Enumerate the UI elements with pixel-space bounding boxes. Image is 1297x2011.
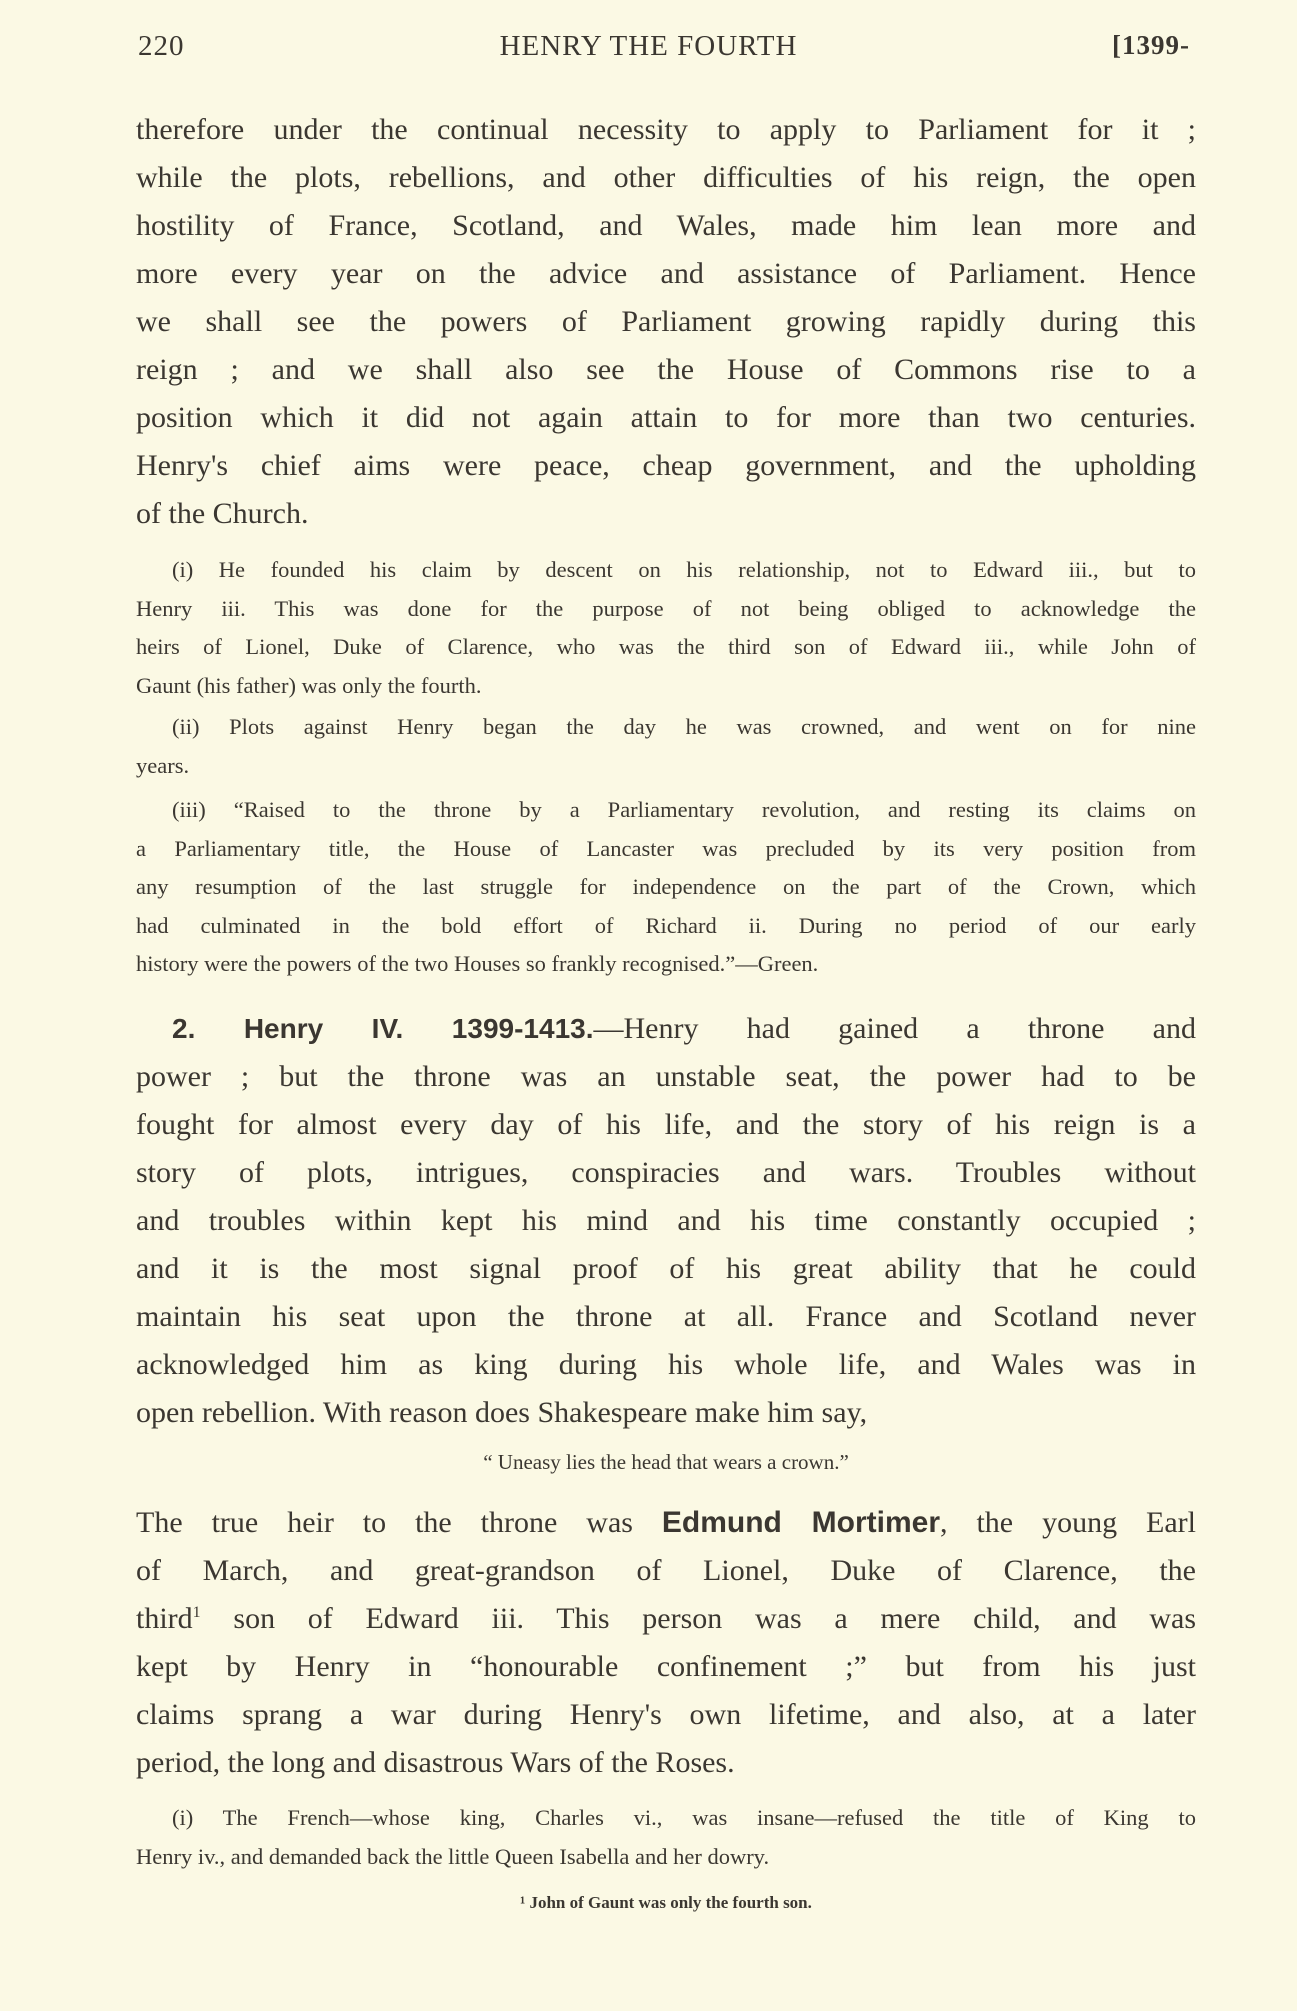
text-segment: —Henry had gained a throne and [593, 1012, 1196, 1045]
text-segment: a Parliamentary title, the House of Lancaster was precluded by its very position from [136, 835, 1196, 861]
emphasis-text: 2. Henry IV. 1399-1413. [172, 1013, 594, 1044]
text-line [136, 1691, 1196, 1739]
text-line [136, 590, 1196, 629]
text-line [136, 1149, 1196, 1197]
text-segment: (iii) “Raised to the throne by a Parliamentary revolution, and resting its claims on [172, 797, 1196, 822]
text-segment: (ii) Plots against Henry began the day he was crowned, and went on for nine [172, 714, 1196, 739]
text-segment: Henry's chief aims were peace, cheap government, and the upholding [136, 449, 1196, 482]
text-segment: Henry iv., and demanded back the little Queen Isabella and her dowry. [136, 1843, 770, 1869]
text-line [136, 250, 1196, 298]
text-line [136, 791, 1196, 830]
note-i-french [136, 1799, 1196, 1876]
text-segment: reign ; and we shall also see the House of Commons rise to a [136, 353, 1196, 386]
text-segment: while the plots, rebellions, and other difficulties of his reign, the open [136, 161, 1196, 194]
text-segment: more every year on the advice and assistance of Parliament. Hence [136, 257, 1196, 290]
text-segment: maintain his seat upon the throne at all. France and Scotland never [136, 1300, 1196, 1333]
text-line [136, 1643, 1196, 1691]
text-line [136, 1293, 1196, 1341]
text-segment: had culminated in the bold effort of Richard ii. During no period of our early [136, 912, 1196, 938]
paragraph-true-heir [136, 1499, 1196, 1787]
text-segment: story of plots, intrigues, conspiracies and wars. Troubles without [136, 1156, 1196, 1189]
text-line [136, 830, 1196, 869]
footnote-ref: 1 [192, 1604, 201, 1621]
text-segment: therefore under the continual necessity to apply to Parliament for it ; [136, 113, 1196, 146]
text-segment: any resumption of the last struggle for independence on the part of the Crown, which [136, 874, 1196, 899]
text-segment: acknowledged him as king during his whole life, and Wales was in [136, 1348, 1196, 1381]
text-segment: Gaunt (his father) was only the fourth. [136, 672, 482, 698]
note-iii-green-quote [136, 791, 1196, 984]
text-segment: kept by Henry in “honourable confinement ;” but from his just [136, 1650, 1196, 1683]
text-segment: Henry iii. This was done for the purpose of not being obliged to acknowledge the [136, 595, 1196, 621]
text-segment: power ; but the throne was an unstable seat, the power had to be [136, 1060, 1196, 1093]
text-segment: son of Edward iii. This person was a mere child, and was [200, 1602, 1196, 1635]
text-line [136, 1595, 1196, 1643]
text-segment: third [136, 1602, 193, 1635]
text-line [136, 1341, 1196, 1389]
text-line [136, 1101, 1196, 1149]
text-line [136, 945, 1196, 984]
emphasis-text: Edmund Mortimer [661, 1506, 941, 1539]
text-line [136, 1197, 1196, 1245]
page-number: 220 [138, 30, 185, 62]
note-ii-plots [136, 708, 1196, 785]
text-segment: of March, and great-grandson of Lionel, Duke of Clarence, the [136, 1554, 1196, 1587]
text-segment: position which it did not again attain to for more than two centuries. [136, 401, 1196, 434]
text-line [136, 907, 1196, 946]
section-2-henry-iv [136, 1005, 1196, 1437]
text-segment: of the Church. [136, 497, 309, 530]
note-i-claim [136, 551, 1196, 705]
year-marker: [1399- [1112, 30, 1190, 60]
text-segment: claims sprang a war during Henry's own lifetime, and also, at a later [136, 1698, 1196, 1731]
shakespeare-quote: “ Uneasy lies the head that wears a crown.” [483, 1450, 849, 1474]
text-line [136, 551, 1196, 590]
text-line [136, 708, 1196, 747]
text-line [136, 1547, 1196, 1595]
running-title: HENRY THE FOURTH [499, 30, 798, 62]
text-line [136, 1389, 1196, 1437]
text-line [136, 154, 1196, 202]
text-segment: period, the long and disastrous Wars of the Roses. [136, 1746, 735, 1779]
text-segment: open rebellion. With reason does Shakespeare make him say, [136, 1396, 868, 1429]
text-line [136, 1739, 1196, 1787]
text-line [136, 1005, 1196, 1053]
text-segment: and it is the most signal proof of his great ability that he could [136, 1252, 1196, 1285]
text-line [136, 1053, 1196, 1101]
text-segment: (i) The French—whose king, Charles vi., was insane—refused the title of King to [172, 1805, 1196, 1830]
text-segment: years. [136, 752, 190, 778]
text-line [136, 1245, 1196, 1293]
text-line [136, 490, 1196, 538]
text-line [136, 628, 1196, 667]
text-line [136, 1838, 1196, 1877]
text-segment: , the young Earl [940, 1506, 1196, 1539]
paragraph-parliament [136, 106, 1196, 538]
text-line [136, 394, 1196, 442]
text-line [136, 298, 1196, 346]
text-line [136, 1799, 1196, 1838]
text-segment: heirs of Lionel, Duke of Clarence, who was the third son of Edward iii., while John of [136, 634, 1196, 659]
text-line [136, 1499, 1196, 1547]
text-segment: The true heir to the throne was [136, 1506, 662, 1539]
footnote-1: ¹ John of Gaunt was only the fourth son. [520, 1893, 812, 1912]
text-line [136, 346, 1196, 394]
text-line [136, 202, 1196, 250]
text-segment: we shall see the powers of Parliament growing rapidly during this [136, 305, 1196, 338]
text-segment: history were the powers of the two Houses so frankly recognised.”—Green. [136, 951, 819, 976]
text-line [136, 442, 1196, 490]
text-line [136, 868, 1196, 907]
text-line [136, 667, 1196, 706]
text-segment: hostility of France, Scotland, and Wales, made him lean more and [136, 209, 1196, 242]
text-segment: (i) He founded his claim by descent on his relationship, not to Edward iii., but to [172, 557, 1196, 582]
text-line [136, 747, 1196, 786]
text-line [136, 106, 1196, 154]
text-segment: and troubles within kept his mind and his time constantly occupied ; [136, 1204, 1196, 1237]
text-segment: fought for almost every day of his life, and the story of his reign is a [136, 1108, 1196, 1141]
